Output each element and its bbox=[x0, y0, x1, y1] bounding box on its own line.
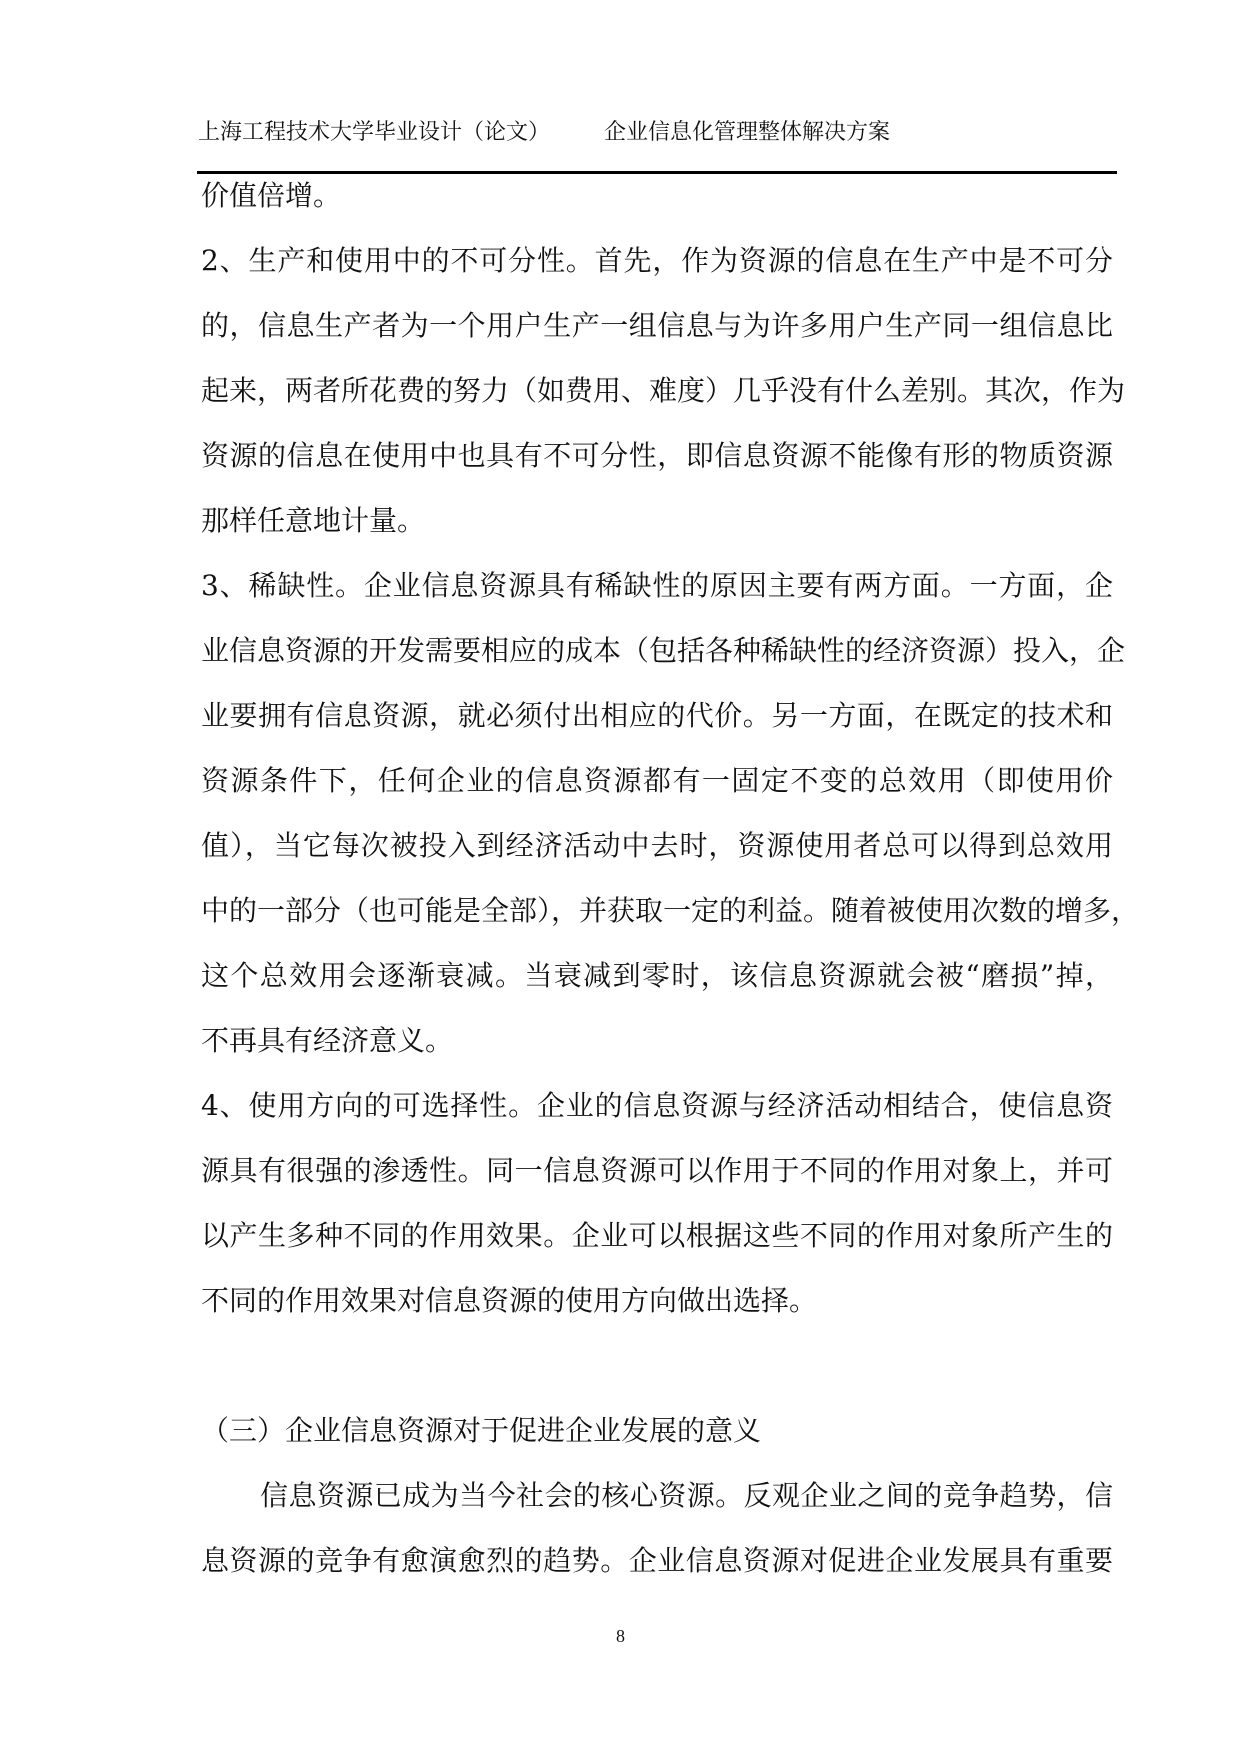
body-line: 3、稀缺性。企业信息资源具有稀缺性的原因主要有两方面。一方面，企 bbox=[201, 569, 1113, 602]
header-divider bbox=[197, 171, 1117, 174]
body-line: 业要拥有信息资源，就必须付出相应的代价。另一方面，在既定的技术和 bbox=[201, 699, 1113, 732]
page-number: 8 bbox=[616, 1626, 625, 1646]
body-line: 中的一部分（也可能是全部），并获取一定的利益。随着被使用次数的增多， bbox=[201, 894, 1140, 927]
body-line: 资源的信息在使用中也具有不可分性，即信息资源不能像有形的物质资源 bbox=[201, 439, 1113, 472]
body-line: 起来，两者所花费的努力（如费用、难度）几乎没有什么差别。其次，作为 bbox=[201, 374, 1126, 407]
section-heading: （三）企业信息资源对于促进企业发展的意义 bbox=[201, 1414, 762, 1447]
body-line: 资源条件下，任何企业的信息资源都有一固定不变的总效用（即使用价 bbox=[201, 764, 1113, 797]
header-thesis-title: 上海工程技术大学毕业设计（论文） bbox=[198, 120, 551, 145]
body-line: 以产生多种不同的作用效果。企业可以根据这些不同的作用对象所产生的 bbox=[201, 1219, 1113, 1252]
body-line: 的，信息生产者为一个用户生产一组信息与为许多用户生产同一组信息比 bbox=[201, 309, 1113, 342]
body-line: 息资源的竞争有愈演愈烈的趋势。企业信息资源对促进企业发展具有重要 bbox=[201, 1544, 1113, 1577]
body-line: 值），当它每次被投入到经济活动中去时，资源使用者总可以得到总效用 bbox=[201, 829, 1113, 862]
body-line: 业信息资源的开发需要相应的成本（包括各种稀缺性的经济资源）投入，企 bbox=[201, 634, 1126, 667]
body-line: 4、使用方向的可选择性。企业的信息资源与经济活动相结合，使信息资 bbox=[201, 1089, 1113, 1122]
body-line: 这个总效用会逐渐衰减。当衰减到零时，该信息资源就会被“磨损”掉， bbox=[201, 959, 1113, 992]
body-line: 2、生产和使用中的不可分性。首先，作为资源的信息在生产中是不可分 bbox=[201, 244, 1113, 277]
body-line: 信息资源已成为当今社会的核心资源。反观企业之间的竞争趋势，信 bbox=[260, 1479, 1113, 1512]
page-header bbox=[198, 116, 1118, 150]
body-line: 那样任意地计量。 bbox=[201, 504, 426, 537]
body-line: 不再具有经济意义。 bbox=[201, 1024, 454, 1057]
body-line: 源具有很强的渗透性。同一信息资源可以作用于不同的作用对象上，并可 bbox=[201, 1154, 1113, 1187]
header-topic-title: 企业信息化管理整体解决方案 bbox=[604, 120, 891, 145]
body-line: 价值倍增。 bbox=[201, 179, 342, 212]
body-line: 不同的作用效果对信息资源的使用方向做出选择。 bbox=[201, 1284, 818, 1317]
